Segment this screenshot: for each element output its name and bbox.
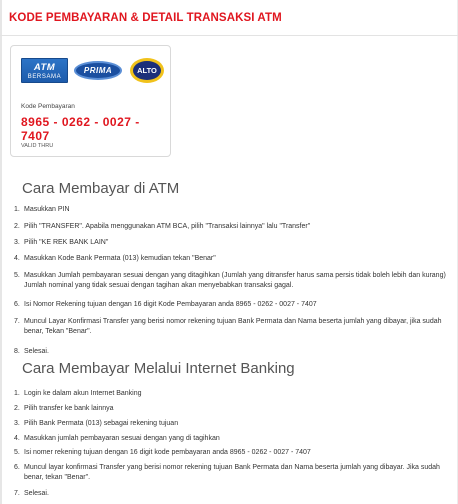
step-number: 3. xyxy=(14,239,20,246)
step-text: Isi Nomor Rekening tujuan dengan 16 digit Kode Pembayaran anda 8965 - 0262 - 0027 - 7407 xyxy=(24,301,317,308)
atm-section-title: Cara Membayar di ATM xyxy=(22,180,180,197)
step-number: 5. xyxy=(14,272,20,279)
step-number: 2. xyxy=(14,405,20,412)
step-number: 6. xyxy=(14,464,20,471)
step-number: 3. xyxy=(14,420,20,427)
step-text: Isi nomer rekening tujuan dengan 16 digit kode pembayaran anda 8965 - 0262 - 0027 - 7407 xyxy=(24,449,311,456)
step-text: Pilih transfer ke bank lainnya xyxy=(24,405,114,412)
step-text: Pilih Bank Permata (013) sebagai rekening tujuan xyxy=(24,420,179,427)
atm-bersama-logo xyxy=(21,58,68,83)
payment-code-value: 8965 - 0262 - 0027 - 7407 xyxy=(21,115,140,143)
step-text: Masukkan Kode Bank Permata (013) kemudian tekan "Benar" xyxy=(24,255,216,262)
payment-code-label: Kode Pembayaran xyxy=(21,103,75,110)
page-title: KODE PEMBAYARAN & DETAIL TRANSAKSI ATM xyxy=(9,12,282,24)
step-text: Masukkan Jumlah pembayaran sesuai dengan yang ditagihkan (Jumlah yang ditransfer harus sama persis tidak boleh lebih dan kurang) Jumlah nominal yang tidak sesuai dengan tagihan akan menyebabkan transaksi gagal. xyxy=(24,272,446,289)
step-number: 2. xyxy=(14,223,20,230)
step-text: Selesai. xyxy=(24,490,49,497)
step-text: Muncul layar konfirmasi Transfer yang berisi nomor rekening tujuan Bank Permata dan Nama beserta jumlah yang dibayar. Jika sudah benar, tekan "Benar". xyxy=(24,464,440,481)
page-header xyxy=(0,0,458,36)
step-number: 5. xyxy=(14,449,20,456)
step-text: Selesai. xyxy=(24,348,49,355)
step-number: 4. xyxy=(14,255,20,262)
step-text: Pilih "TRANSFER". Apabila menggunakan ATM BCA, pilih "Transaksi lainnya" lalu "Transfer" xyxy=(24,223,311,230)
step-number: 7. xyxy=(14,318,20,325)
prima-logo xyxy=(73,58,123,83)
valid-thru-label: VALID THRU xyxy=(21,143,54,149)
step-number: 7. xyxy=(14,490,20,497)
prima-logo-text: PRIMA xyxy=(83,66,113,75)
internet-banking-section-title: Cara Membayar Melalui Internet Banking xyxy=(22,360,295,377)
step-number: 1. xyxy=(14,206,20,213)
payment-code-card xyxy=(10,45,171,157)
step-number: 8. xyxy=(14,348,20,355)
atm-bersama-logo-text: ATM xyxy=(33,62,56,73)
atm-bersama-logo-subtext: BERSAMA xyxy=(27,74,62,80)
step-text: Pilih "KE REK BANK LAIN" xyxy=(24,239,109,246)
step-text: Muncul Layar Konfirmasi Transfer yang berisi nomor rekening tujuan Bank Permata dan Nama beserta jumlah yang dibayar, jika sudah benar, Tekan "Benar". xyxy=(24,318,442,335)
step-number: 1. xyxy=(14,390,20,397)
step-number: 6. xyxy=(14,301,20,308)
step-text: Masukkan jumlah pembayaran sesuai dengan yang di tagihkan xyxy=(24,435,220,442)
alto-logo xyxy=(128,58,166,83)
step-text: Login ke dalam akun Internet Banking xyxy=(24,390,142,397)
step-text: Masukkan PIN xyxy=(24,206,70,213)
step-number: 4. xyxy=(14,435,20,442)
alto-logo-text: ALTO xyxy=(137,66,157,75)
